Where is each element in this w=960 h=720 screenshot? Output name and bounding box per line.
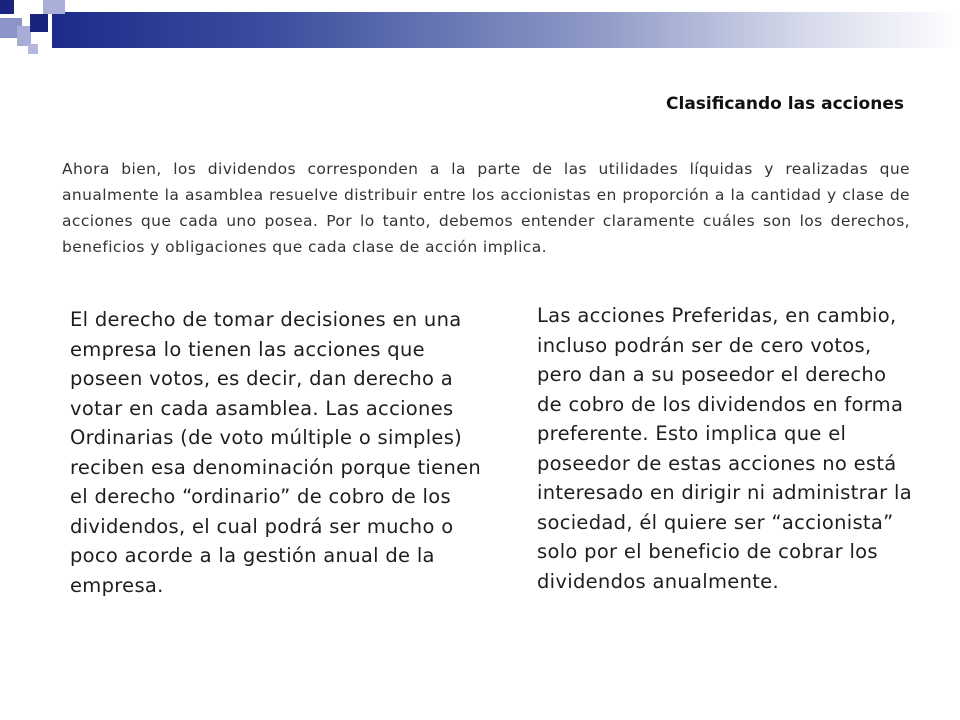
decorative-square — [30, 14, 48, 32]
preferred-shares-paragraph: Las acciones Preferidas, en cambio, incluso podrán ser de cero votos, pero dan a su poseedor el derecho de cobro de los dividendos en forma preferente. Esto implica que el poseedor de estas acciones no está interesado en dirigir ni administrar la sociedad, él quiere ser “accionista” solo por el beneficio de cobrar los dividendos anualmente. — [537, 304, 912, 593]
decorative-square — [0, 0, 14, 14]
decorative-square — [17, 26, 31, 46]
slide-title: Clasificando las acciones — [666, 94, 904, 114]
decorative-square — [28, 44, 38, 54]
intro-paragraph: Ahora bien, los dividendos corresponden a la parte de las utilidades líquidas y realizadas que anualmente la asamblea resuelve distribuir entre los accionistas en proporción a la cantidad y clase de acciones que cada uno posea. Por lo tanto, debemos entender claramente cuáles son los derechos, beneficios y obligaciones que cada clase de acción implica. — [62, 160, 910, 256]
ordinary-shares-paragraph: El derecho de tomar decisiones en una empresa lo tienen las acciones que poseen votos, es decir, dan derecho a votar en cada asamblea. Las acciones Ordinarias (de voto múltiple o simples) reciben esa denominación porque tienen el derecho “ordinario” de cobro de los dividendos, el cual podrá ser mucho o poco acorde a la gestión anual de la empresa. — [70, 308, 482, 597]
header-gradient-bar — [52, 12, 960, 48]
decorative-square — [43, 0, 65, 14]
